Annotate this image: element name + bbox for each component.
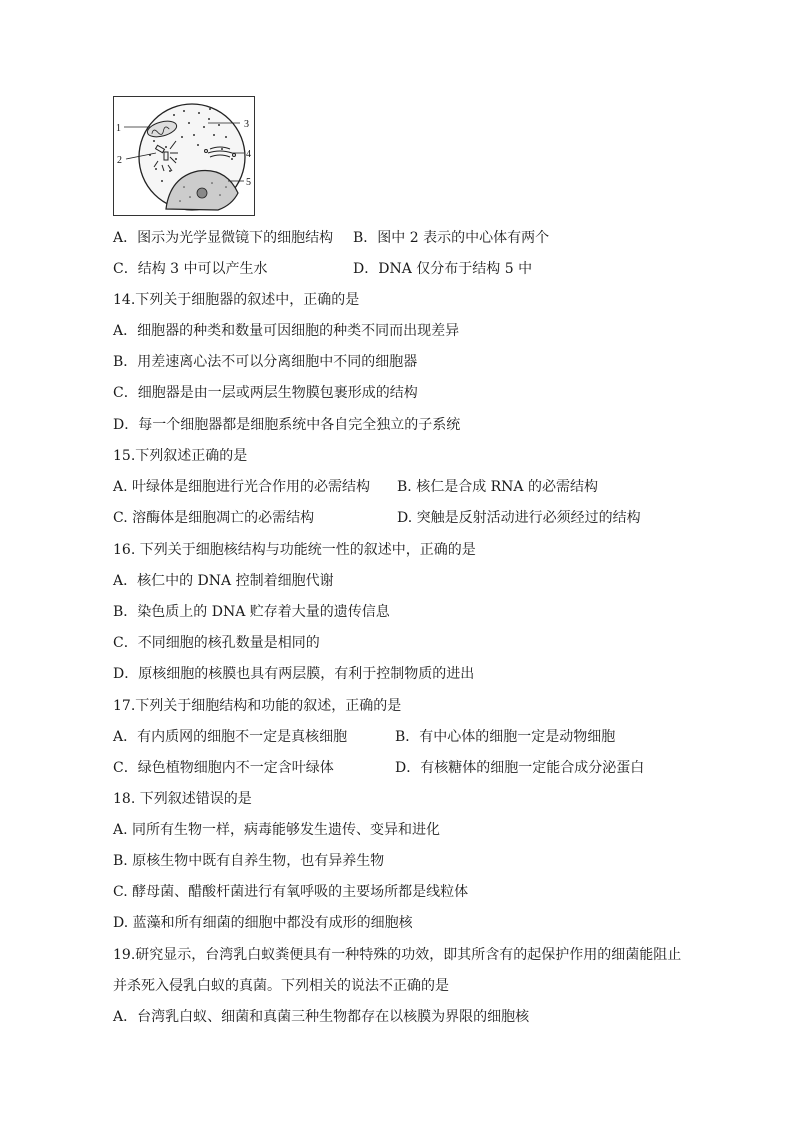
q17-option-a: A．有内质网的细胞不一定是真核细胞 [113,729,348,745]
q19-stem-line2: 并杀死入侵乳白蚁的真菌。下列相关的说法不正确的是 [113,978,449,994]
q17-option-b: B．有中心体的细胞一定是动物细胞 [395,729,616,745]
q16-option-d: D．原核细胞的核膜也具有两层膜，有利于控制物质的进出 [113,666,475,682]
cell-diagram-svg [114,97,254,215]
q15-option-a: A. 叶绿体是细胞进行光合作用的必需结构 [113,479,371,495]
label-3: 3 [244,119,249,130]
q16-stem: 16. 下列关于细胞核结构与功能统一性的叙述中，正确的是 [113,542,476,558]
q17-option-c: C．绿色植物细胞内不一定含叶绿体 [113,760,334,776]
q14-stem: 14.下列关于细胞器的叙述中，正确的是 [113,292,360,308]
q18-option-c: C. 酵母菌、醋酸杆菌进行有氧呼吸的主要场所都是线粒体 [113,884,469,900]
q14-option-b: B．用差速离心法不可以分离细胞中不同的细胞器 [113,354,418,370]
q13-option-d: D．DNA 仅分布于结构 5 中 [353,261,533,277]
label-4: 4 [246,149,251,160]
q14-option-a: A．细胞器的种类和数量可因细胞的种类不同而出现差异 [113,323,460,339]
cell-diagram [113,96,255,216]
q19-stem-line1: 19.研究显示，台湾乳白蚁粪便具有一种特殊的功效，即其所含有的起保护作用的细菌能阻止 [113,947,682,963]
q17-option-d: D．有核糖体的细胞一定能合成分泌蛋白 [395,760,645,776]
q18-option-d: D. 蓝藻和所有细菌的细胞中都没有成形的细胞核 [113,915,413,931]
q13-option-b: B．图中 2 表示的中心体有两个 [353,230,550,246]
label-5: 5 [246,177,251,188]
label-2: 2 [117,155,122,166]
q15-option-b: B. 核仁是合成 RNA 的必需结构 [397,479,598,495]
q17-stem: 17.下列关于细胞结构和功能的叙述，正确的是 [113,698,402,714]
q15-option-c: C. 溶酶体是细胞凋亡的必需结构 [113,510,315,526]
q18-option-b: B. 原核生物中既有自养生物，也有异养生物 [113,853,385,869]
q14-option-d: D．每一个细胞器都是细胞系统中各自完全独立的子系统 [113,417,461,433]
q16-option-b: B．染色质上的 DNA 贮存着大量的遗传信息 [113,604,390,620]
q18-option-a: A. 同所有生物一样，病毒能够发生遗传、变异和进化 [113,822,441,838]
q16-option-a: A．核仁中的 DNA 控制着细胞代谢 [113,573,334,589]
q14-option-c: C．细胞器是由一层或两层生物膜包裹形成的结构 [113,385,418,401]
q15-stem: 15.下列叙述正确的是 [113,448,248,464]
q18-stem: 18. 下列叙述错误的是 [113,791,252,807]
q13-option-c: C．结构 3 中可以产生水 [113,261,268,277]
label-1: 1 [116,123,121,134]
q15-option-d: D. 突触是反射活动进行必须经过的结构 [397,510,641,526]
q16-option-c: C．不同细胞的核孔数量是相同的 [113,635,320,651]
q13-option-a: A．图示为光学显微镜下的细胞结构 [113,230,334,246]
q19-option-a: A．台湾乳白蚁、细菌和真菌三种生物都存在以核膜为界限的细胞核 [113,1009,530,1025]
